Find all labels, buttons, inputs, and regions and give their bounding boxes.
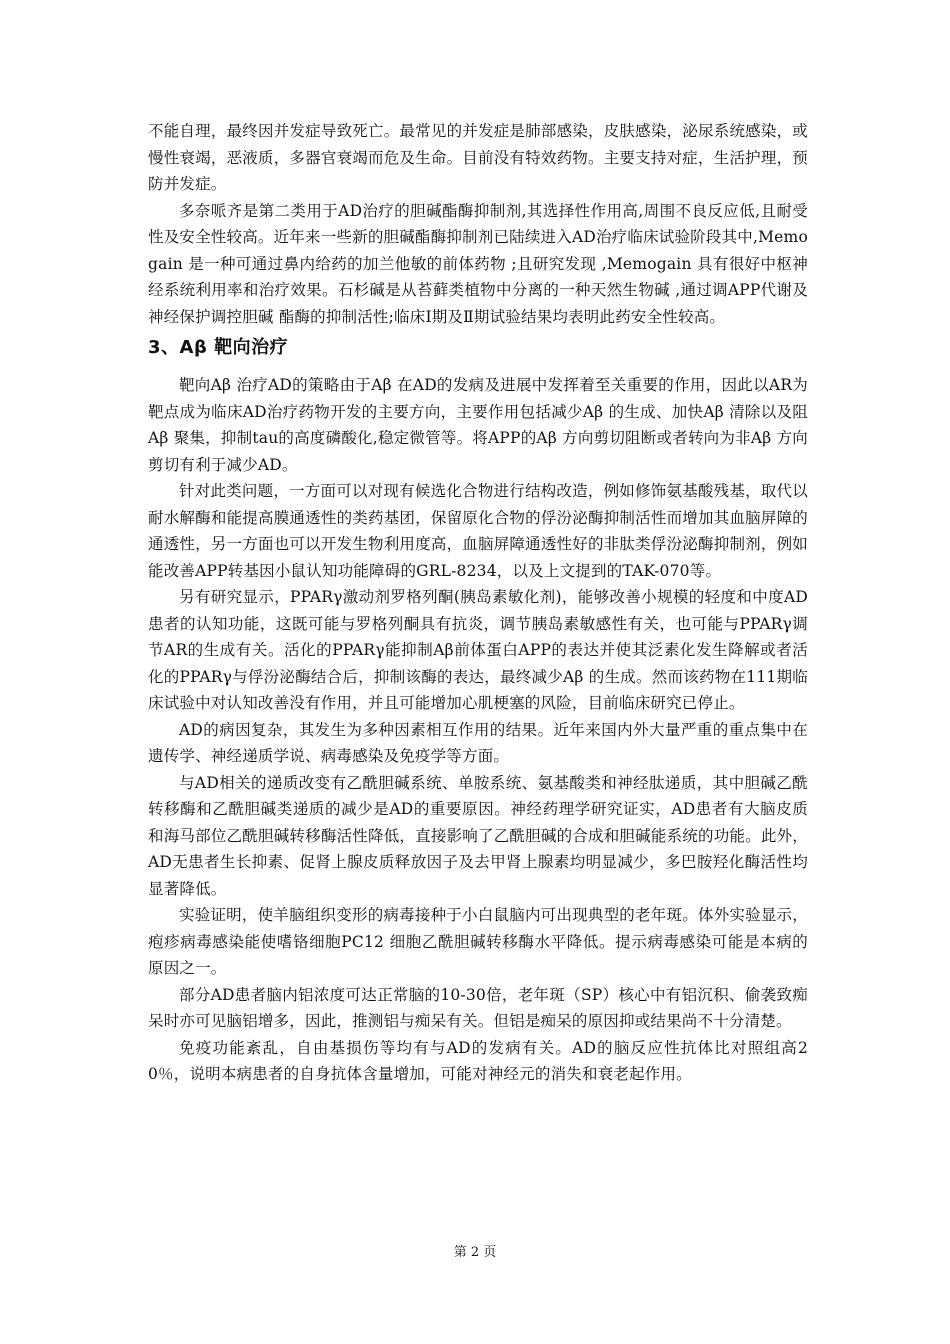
paragraph-abeta-strategy: 靶向Aβ 治疗AD的策略由于Aβ 在AD的发病及进展中发挥着至关重要的作用，因此以AR为靶点成为临床AD治疗药物开发的主要方向，主要作用包括减少Aβ 的生成、加快Aβ 清除以及阻Aβ 聚集，抑制tau的高度磷酸化,稳定微管等。将APP的Aβ 方向剪切阻断或者转向为非Aβ 方向剪切有利于减少AD。 — [148, 376, 808, 474]
paragraph-virus-experiment: 实验证明，使羊脑组织变形的病毒接种于小白鼠脑内可出现典型的老年斑。体外实验显示，疱疹病毒感染能使嗜铬细胞PC12 细胞乙酰胆碱转移酶水平降低。提示病毒感染可能是本病的原因之一。 — [148, 906, 808, 977]
section-heading: 3、Aβ 靶向治疗 — [148, 337, 289, 358]
paragraph-pparg: 另有研究显示，PPARγ激动剂罗格列酮(胰岛素敏化剂)，能够改善小规模的轻度和中度AD 患者的认知功能，这既可能与罗格列酮具有抗炎，调节胰岛素敏感性有关，也可能与PPARγ调节AR的生成有关。活化的PPARγ能抑制Aβ前体蛋白APP的表达并使其泛素化发生降解或者活化的PPARγ与俘汾泌酶结合后，抑制该酶的表达，最终减少Aβ 的生成。然而该药物在111期临床试验中对认知改善没有作用，并且可能增加心肌梗塞的风险，目前临床研究已停止。 — [148, 588, 808, 712]
document-page — [148, 118, 808, 1088]
paragraph-immune: 免疫功能紊乱，自由基损伤等均有与AD的发病有关。AD的脑反应性抗体比对照组高20％，说明本病患者的自身抗体含量增加，可能对神经元的消失和衰老起作用。 — [148, 1038, 808, 1083]
paragraph-continuation: 不能自理，最终因并发症导致死亡。最常见的并发症是肺部感染，皮肤感染，泌尿系统感染，或慢性衰竭，恶液质，多器官衰竭而危及生命。目前没有特效药物。主要支持对症，生活护理，预防并发症。 — [148, 122, 808, 193]
page-number: 第 2 页 — [453, 1245, 497, 1260]
paragraph-etiology: AD的病因复杂，其发生为多种因素相互作用的结果。近年来国内外大量严重的重点集中在遗传学、神经递质学说、病毒感染及免疫学等方面。 — [148, 720, 808, 765]
paragraph-aluminum: 部分AD患者脑内铝浓度可达正常脑的10-30倍，老年斑（SP）核心中有铝沉积、偷袭致痴呆时亦可见脑铝增多，因此，推测铝与痴呆有关。但铝是痴呆的原因抑或结果尚不十分清楚。 — [148, 985, 808, 1030]
paragraph-donepezil: 多奈哌齐是第二类用于AD治疗的胆碱酯酶抑制剂,其选择性作用高,周围不良反应低,且耐受性及安全性较高。近年来一些新的胆碱酯酶抑制剂已陆续进入AD治疗临床试验阶段其中,Memogain 是一种可通过鼻内给药的加兰他敏的前体药物 ;且研究发现 ,Memogain 具有很好中枢神经系统利用率和治疗效果。石杉碱是从苔藓类植物中分离的一种天然生物碱 ,通过调APP代谢及神经保护调控胆碱 酯酶的抑制活性;临床Ⅰ期及Ⅱ期试验结果均表明此药安全性较高。 — [148, 201, 808, 326]
paragraph-neurotransmitters: 与AD相关的递质改变有乙酰胆碱系统、单胺系统、氨基酸类和神经肽递质，其中胆碱乙酰转移酶和乙酰胆碱类递质的减少是AD的重要原因。神经药理学研究证实，AD患者有大脑皮质和海马部位乙酰胆碱转移酶活性降低，直接影响了乙酰胆碱的合成和胆碱能系统的功能。此外，AD无患者生长抑素、促肾上腺皮质释放因子及去甲肾上腺素均明显减少，多巴胺羟化酶活性均显著降低。 — [148, 773, 808, 898]
paragraph-compound-modification: 针对此类问题，一方面可以对现有候选化合物进行结构改造，例如修饰氨基酸残基，取代以耐水解酶和能提高膜通透性的类药基团，保留原化合物的俘汾泌酶抑制活性而增加其血脑屏障的通透性，另一方面也可以开发生物利用度高，血脑屏障通透性好的非肽类俘汾泌酶抑制剂，例如能改善APP转基因小鼠认知功能障碍的GRL-8234，以及上文提到的TAK-070等。 — [148, 482, 808, 580]
